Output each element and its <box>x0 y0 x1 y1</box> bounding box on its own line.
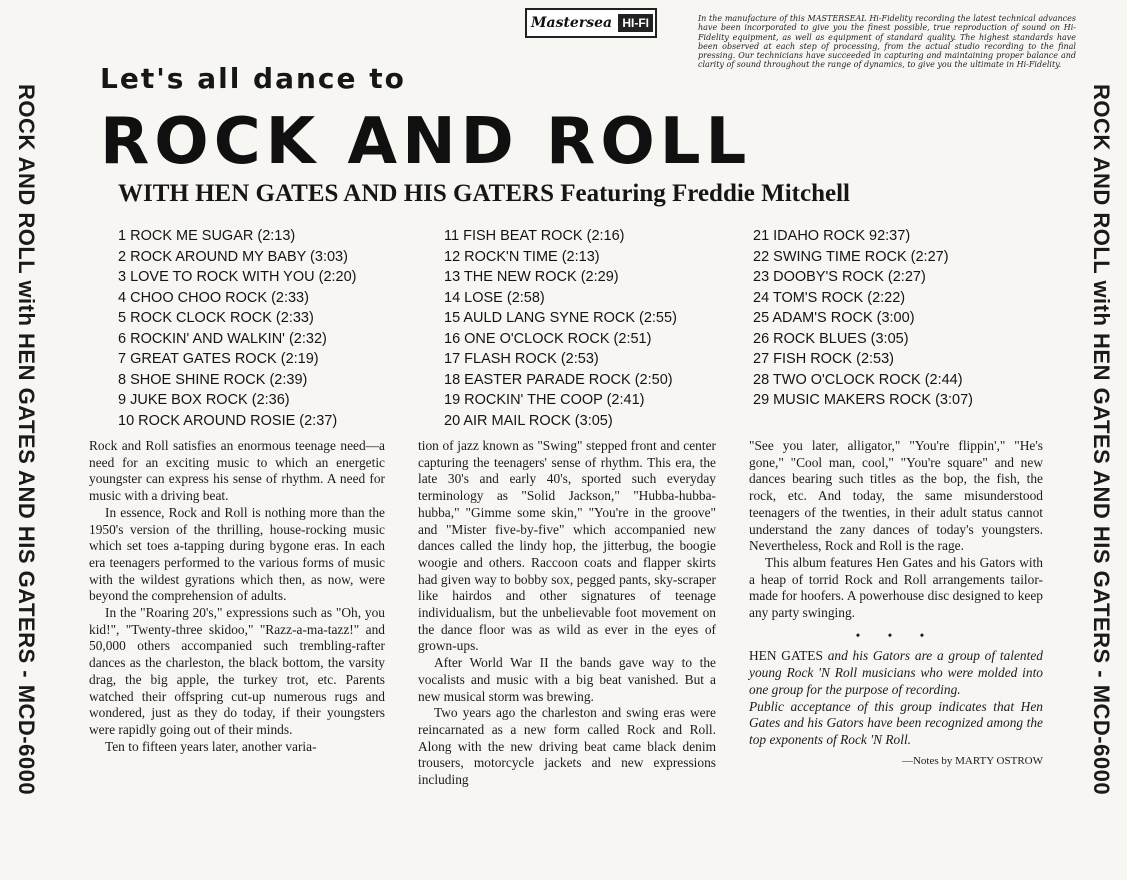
track-item: 28 TWO O'CLOCK ROCK (2:44) <box>753 371 963 388</box>
gators-note-2: Public acceptance of this group indicates that Hen Gates and his Gators have been recognized among the top exponents of Rock 'N Roll. <box>749 698 1043 747</box>
spine-left <box>6 0 46 880</box>
liner-paragraph: "See you later, alligator," "You're flippin'," "He's gone," "Cool man, cool," "You're square" and new dances bearing such titles as the bop, the fish, the rock, etc. And today, the same misunderstood teenagers of the twenties, in their adult status cannot understand the zany dances of today's youngsters. Nevertheless, Rock and Roll is the rage. <box>749 438 1043 554</box>
track-item: 15 AULD LANG SYNE ROCK (2:55) <box>444 310 677 326</box>
notes-credit: —Notes by MARTY OSTROW <box>901 754 1043 767</box>
track-item: 9 JUKE BOX ROCK (2:36) <box>118 392 290 408</box>
tracklist-column-3 <box>753 226 973 411</box>
track-item: 18 EASTER PARADE ROCK (2:50) <box>444 371 673 388</box>
liner-paragraph: In the "Roaring 20's," expressions such as "Oh, you kid!", "Twenty-three skidoo," "Razz-a-ma-tazz!" and 50,000 others accompanied such trembling-rafter dances as the charleston, the black bottom, the varsity drag, the big apple, the turkey trot, etc. Parents watched their offspring cut-up numerous rugs and wondered, just as they do today, if their youngsters were rapidly going out of their minds. <box>89 605 385 737</box>
track-item: 19 ROCKIN' THE COOP (2:41) <box>444 392 645 408</box>
liner-paragraph: Rock and Roll satisfies an enormous teenage need—a need for an exciting music to which an energetic youngster can express his sense of rhythm. A need for music with a driving beat. <box>89 438 385 504</box>
track-item: 4 CHOO CHOO ROCK (2:33) <box>118 289 309 306</box>
track-item: 29 MUSIC MAKERS ROCK (3:07) <box>753 392 973 408</box>
track-item: 13 THE NEW ROCK (2:29) <box>444 269 619 285</box>
hifi-blurb: In the manufacture of this MASTERSEAL Hi-Fidelity recording the latest technical advances have been incorporated to give you the finest possible, true reproduction of sound on Hi-Fidelity equipment, as well as equipment of standard quality. The highest standards have been observed at each step of processing, from the actual studio recording to the final pressing. Our technicians have succeeded in capturing and maintaining proper balance and clarity of sound throughout the range of dynamics, to give you the ultimate in Hi-Fidelity. <box>698 14 1076 70</box>
track-item: 24 TOM'S ROCK (2:22) <box>753 289 906 306</box>
album-subtitle: Let's all dance to <box>100 62 406 95</box>
liner-paragraph: Ten to fifteen years later, another varia- <box>105 738 317 754</box>
liner-paragraph: Two years ago the charleston and swing eras were reincarnated as a new form called Rock and Roll. Along with the new driving beat came black denim trousers, motorcycle jackets and new expressions including <box>418 705 716 788</box>
liner-paragraph: After World War II the bands gave way to the vocalists and music with a big beat vanished. But a new musical storm was brewing. <box>418 655 716 704</box>
tracklist-column-1 <box>118 226 357 431</box>
section-divider-dots: • • • <box>855 627 937 643</box>
logo-script-text: Mastersea <box>531 15 613 31</box>
track-item: 20 AIR MAIL ROCK (3:05) <box>444 412 613 429</box>
masterseal-logo <box>525 8 657 38</box>
track-item: 12 ROCK'N TIME (2:13) <box>444 248 600 265</box>
track-item: 8 SHOE SHINE ROCK (2:39) <box>118 371 308 388</box>
artist-line: WITH HEN GATES AND HIS GATERS Featuring Freddie Mitchell <box>118 180 850 207</box>
track-item: 25 ADAM'S ROCK (3:00) <box>753 310 915 326</box>
logo-hifi-badge: HI-FI <box>618 14 653 32</box>
spine-text-left: ROCK AND ROLL with HEN GATES AND HIS GATERS - MCD-6000 <box>14 84 39 796</box>
track-item: 22 SWING TIME ROCK (2:27) <box>753 248 949 265</box>
track-item: 3 LOVE TO ROCK WITH YOU (2:20) <box>118 269 357 285</box>
tracklist-column-2 <box>444 226 677 431</box>
track-item: 7 GREAT GATES ROCK (2:19) <box>118 351 319 367</box>
track-item: 11 FISH BEAT ROCK (2:16) <box>444 228 625 244</box>
track-item: 27 FISH ROCK (2:53) <box>753 351 895 367</box>
track-item: 16 ONE O'CLOCK ROCK (2:51) <box>444 330 652 347</box>
liner-notes-column-3 <box>749 438 1043 769</box>
liner-paragraph: In essence, Rock and Roll is nothing more than the 1950's version of the thrilling, house-rocking music which set toes a-tapping during bygone eras. In each era teenagers performed to the various forms of music with the wildest gyrations which then, as now, were beyond the comprehension of adults. <box>89 504 385 604</box>
liner-notes-column-1 <box>89 438 385 755</box>
liner-paragraph: tion of jazz known as "Swing" stepped front and center capturing the teenagers' sense of rhythm. This era, the late 30's and early 40's, sported such everyday terminology as "Solid Jackson," "Hubba-hubba-hubba," "Gimme some skin," "You're in the groove" and "Mister five-by-five" which accompanied new dances called the lindy hop, the jitterbug, the boogie woogie and others. Raccoon coats and flapper skirts had given way to bobby sox, pegged pants, sky-scraper like hairdos and other signatures of teenage individualism, but the unbelievable foot movement on the dance floor was as wild as ever in the eyes of grown-ups. <box>418 438 716 654</box>
gators-note <box>749 648 1043 698</box>
track-item: 10 ROCK AROUND ROSIE (2:37) <box>118 412 338 429</box>
track-item: 23 DOOBY'S ROCK (2:27) <box>753 269 926 285</box>
track-item: 5 ROCK CLOCK ROCK (2:33) <box>118 310 314 326</box>
liner-notes-column-2 <box>418 438 716 789</box>
track-item: 26 ROCK BLUES (3:05) <box>753 330 909 347</box>
track-item: 14 LOSE (2:58) <box>444 289 545 306</box>
track-item: 1 ROCK ME SUGAR (2:13) <box>118 228 296 244</box>
gators-name: HEN GATES <box>749 648 823 664</box>
spine-right <box>1081 0 1121 880</box>
track-item: 21 IDAHO ROCK 92:37) <box>753 228 911 244</box>
album-title: ROCK AND ROLL <box>100 105 752 179</box>
track-item: 2 ROCK AROUND MY BABY (3:03) <box>118 248 348 265</box>
track-item: 17 FLASH ROCK (2:53) <box>444 351 599 367</box>
track-item: 6 ROCKIN' AND WALKIN' (2:32) <box>118 330 327 347</box>
liner-paragraph: This album features Hen Gates and his Gators with a heap of torrid Rock and Roll arrangements tailor-made for hoofers. A powerhouse disc designed to keep any party swinging. <box>749 554 1043 621</box>
spine-text-right: ROCK AND ROLL with HEN GATES AND HIS GATERS - MCD-6000 <box>1089 84 1114 796</box>
gators-note-text: and his Gators are a group of talented young Rock 'N Roll musicians who were molded into one group for the purpose of recording. <box>749 648 1043 697</box>
